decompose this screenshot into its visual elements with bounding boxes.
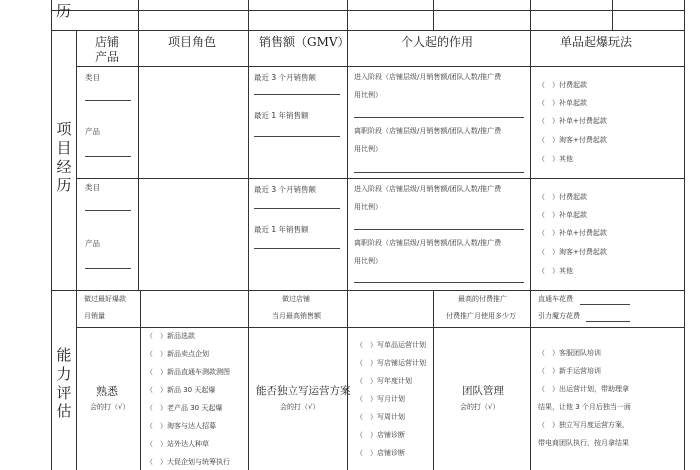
- col-line: [530, 290, 531, 470]
- row-line: [51, 290, 684, 291]
- paid-promo-label: 最高的付费推广: [458, 295, 507, 303]
- leave-stage-label-2: 用比例）: [354, 257, 382, 265]
- plan-option[interactable]: （ ）店铺诊断: [356, 431, 405, 439]
- ability-assessment-label: 能 力 评 估: [56, 346, 72, 421]
- leave-stage-label-2: 用比例）: [354, 145, 382, 153]
- sales-1y-label: 最近 1 年销售额: [254, 111, 309, 120]
- sales-1y-field[interactable]: [254, 136, 340, 137]
- row-line: [51, 10, 684, 11]
- play-option[interactable]: （ ）付费起款: [538, 193, 587, 201]
- leave-stage-field[interactable]: [354, 282, 524, 283]
- leave-stage-field[interactable]: [354, 172, 524, 173]
- team-option[interactable]: （ ）客服团队培训: [538, 349, 601, 357]
- familiar-option[interactable]: （ ）淘客与达人招募: [146, 422, 216, 430]
- col-line: [248, 30, 249, 290]
- ztc-fee-field[interactable]: [580, 304, 630, 305]
- ylmf-fee-field[interactable]: [586, 321, 630, 322]
- best-store-label-2: 当月最高销售额: [272, 312, 321, 320]
- tick-note: 会的打（√）: [460, 403, 500, 411]
- header-store-product: 店铺 产品: [94, 35, 119, 64]
- row-line: [76, 327, 684, 328]
- entry-stage-label: 进入阶段（店铺层级/月销售额/团队人数/推广费: [354, 185, 502, 193]
- familiar-option[interactable]: （ ）站外达人种草: [146, 440, 209, 448]
- col-line: [140, 290, 141, 470]
- plan-option[interactable]: （ ）写店铺运营计划: [356, 359, 426, 367]
- play-option[interactable]: （ ）补单起款: [538, 211, 587, 219]
- team-management-label: 团队管理: [462, 385, 504, 397]
- familiar-option[interactable]: （ ）新品卖点企划: [146, 350, 209, 358]
- row-line: [76, 66, 684, 67]
- product-label: 产品: [85, 239, 100, 248]
- product-field[interactable]: [85, 268, 131, 269]
- row-line: [76, 178, 684, 179]
- ylmf-fee-label: 引力魔方花费: [538, 312, 580, 320]
- sales-1y-field[interactable]: [254, 248, 340, 249]
- entry-stage-label: 进入阶段（店铺层级/月销售额/团队人数/推广费: [354, 73, 502, 81]
- team-option[interactable]: （ ）新手运营培训: [538, 367, 601, 375]
- team-option[interactable]: （ ）独立写月度运营方案，: [538, 421, 629, 429]
- plan-label: 能否独立写运营方案: [256, 385, 351, 397]
- col-line: [248, 290, 249, 470]
- col-line: [612, 0, 613, 30]
- play-option[interactable]: （ ）其他: [538, 155, 573, 163]
- col-line: [530, 30, 531, 290]
- entry-stage-field[interactable]: [354, 117, 524, 118]
- best-product-label: 做过最好爆款: [84, 295, 126, 303]
- header-gmv: 销售额（GMV）: [259, 35, 350, 49]
- col-line: [433, 290, 434, 470]
- header-single-product-play: 单品起爆玩法: [560, 35, 633, 49]
- plan-option[interactable]: （ ）写单品运营计划: [356, 341, 426, 349]
- project-experience-label: 项 目 经 历: [56, 120, 72, 195]
- familiar-option[interactable]: （ ）新品 30 天起爆: [146, 386, 216, 394]
- best-store-label: 做过店铺: [282, 295, 310, 303]
- play-option[interactable]: （ ）补单+付费起款: [538, 229, 607, 237]
- leave-stage-label: 离职阶段（店铺层级/月销售额/团队人数/推广费: [354, 127, 502, 135]
- col-line: [530, 0, 531, 30]
- plan-option[interactable]: （ ）店铺诊断: [356, 449, 405, 457]
- play-option[interactable]: （ ）淘客+付费起款: [538, 136, 607, 144]
- sales-1y-label: 最近 1 年销售额: [254, 225, 309, 234]
- product-field[interactable]: [85, 156, 131, 157]
- category-field[interactable]: [85, 100, 131, 101]
- category-label: 类目: [85, 73, 100, 82]
- sales-3m-field[interactable]: [254, 208, 340, 209]
- team-option-continued: 带电商团队执行，按月拿结果: [538, 439, 629, 447]
- col-line: [138, 30, 139, 290]
- col-line: [248, 0, 249, 30]
- entry-stage-label-2: 用比例）: [354, 91, 382, 99]
- leave-stage-label: 离职阶段（店铺层级/月销售额/团队人数/推广费: [354, 239, 502, 247]
- col-line: [433, 0, 434, 30]
- category-field[interactable]: [85, 210, 131, 211]
- play-option[interactable]: （ ）付费起款: [538, 81, 587, 89]
- plan-option[interactable]: （ ）写月计划: [356, 395, 405, 403]
- col-line: [347, 0, 348, 30]
- sales-3m-label: 最近 3 个月销售额: [254, 73, 317, 82]
- tick-note: 会的打（√）: [90, 403, 130, 411]
- table-border-left: [51, 0, 52, 470]
- header-personal-role: 个人起的作用: [401, 35, 474, 49]
- table-border-right: [684, 0, 685, 470]
- plan-option[interactable]: （ ）写周计划: [356, 413, 405, 421]
- familiar-option[interactable]: （ ）新品直通车测款测图: [146, 368, 230, 376]
- team-option[interactable]: （ ）出运营计划，带助理拿: [538, 385, 629, 393]
- col-line: [138, 0, 139, 30]
- team-option-continued: 结果，让他 3 个月后独当一面: [538, 403, 631, 411]
- sales-3m-label: 最近 3 个月销售额: [254, 185, 317, 194]
- paid-promo-label-2: 付费推广月使用多少万: [446, 312, 516, 320]
- familiar-label: 熟悉: [96, 385, 118, 398]
- col-line: [347, 30, 348, 470]
- header-project-role: 项目角色: [168, 35, 217, 49]
- play-option[interactable]: （ ）其他: [538, 267, 573, 275]
- plan-option[interactable]: （ ）写年度计划: [356, 377, 412, 385]
- familiar-option[interactable]: （ ）老产品 30 天起爆: [146, 404, 223, 412]
- col-line: [76, 30, 77, 470]
- product-label: 产品: [85, 127, 100, 136]
- tick-note: 会的打（√）: [280, 403, 320, 411]
- play-option[interactable]: （ ）补单起款: [538, 99, 587, 107]
- play-option[interactable]: （ ）淘客+付费起款: [538, 248, 607, 256]
- familiar-option[interactable]: （ ）大促企划与统筹执行: [146, 458, 230, 466]
- row-line: [51, 30, 684, 31]
- entry-stage-field[interactable]: [354, 229, 524, 230]
- section-label-end: 历: [56, 2, 72, 20]
- ztc-fee-label: 直通车花费: [538, 295, 573, 303]
- category-label: 类目: [85, 183, 100, 192]
- best-product-label-2: 月销量: [84, 312, 105, 320]
- familiar-option[interactable]: （ ）新品选款: [146, 332, 195, 340]
- play-option[interactable]: （ ）补单+付费起款: [538, 117, 607, 125]
- entry-stage-label-2: 用比例）: [354, 203, 382, 211]
- sales-3m-field[interactable]: [254, 94, 340, 95]
